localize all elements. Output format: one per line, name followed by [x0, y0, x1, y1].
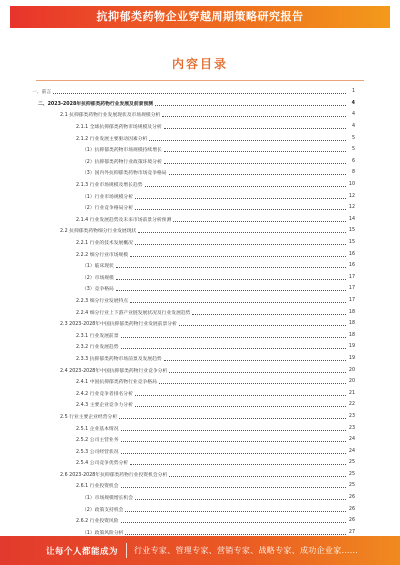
toc-leader-dots — [192, 310, 346, 315]
toc-leader-dots — [130, 460, 346, 465]
toc-leader-dots — [125, 530, 346, 535]
toc-entry-label: （1）政策风险分析 — [82, 530, 124, 536]
toc-entry[interactable] — [30, 144, 355, 156]
toc-entry-page: 8 — [351, 170, 355, 176]
toc-entry-label: 2.6.2 行业投资风险 — [76, 519, 119, 525]
toc-entry-label: （1）抗抑郁类药物市场规模持续增长 — [82, 148, 162, 154]
page-header — [0, 0, 400, 34]
heading-divider — [36, 80, 364, 81]
footer-divider — [126, 543, 127, 558]
toc-entry-page: 26 — [348, 518, 355, 524]
toc-leader-dots — [121, 483, 346, 488]
toc-entry[interactable] — [30, 515, 355, 527]
toc-entry-page: 19 — [348, 355, 355, 361]
toc-leader-dots — [155, 101, 346, 106]
toc-leader-dots — [121, 437, 346, 442]
toc-entry-label: （1）行业市场规模分析 — [82, 194, 134, 200]
toc-entry-page: 4 — [351, 112, 355, 118]
toc-entry[interactable] — [30, 214, 355, 226]
toc-entry-label: 2.2.3 细分行业发展特点 — [76, 298, 129, 304]
toc-entry-page: 17 — [348, 297, 355, 303]
toc-entry-label: 2.4 2023-2028年中国抗抑郁类药物行业竞争分析 — [60, 368, 168, 374]
toc-leader-dots — [135, 240, 346, 245]
toc-leader-dots — [116, 263, 346, 268]
toc-entry-label: （2）政策支持机会 — [82, 507, 124, 513]
toc-entry-page: 15 — [348, 228, 355, 234]
toc-entry[interactable] — [30, 98, 355, 110]
toc-entry-label: 2.5 行业主要企业经营分析 — [60, 414, 118, 420]
toc-leader-dots — [159, 379, 346, 384]
toc-entry-page: 14 — [348, 216, 355, 222]
toc-entry[interactable] — [30, 86, 355, 98]
toc-entry-label: 2.4.3 主要企业竞争力分析 — [76, 403, 133, 409]
toc-entry[interactable] — [30, 179, 355, 191]
toc-leader-dots — [169, 368, 346, 373]
toc-entry-label: 2.2.4 细分行业上下游产业链发展状况及行业发展趋势 — [76, 310, 191, 316]
toc-entry-page: 25 — [348, 483, 355, 489]
toc-entry[interactable] — [30, 132, 355, 144]
toc-entry[interactable] — [30, 364, 355, 376]
toc-leader-dots — [173, 217, 346, 222]
toc-leader-dots — [135, 391, 346, 396]
toc-leader-dots — [179, 321, 346, 326]
table-of-contents — [30, 86, 355, 550]
toc-entry-page: 12 — [348, 193, 355, 199]
toc-leader-dots — [119, 414, 346, 419]
toc-entry-page: 17 — [348, 286, 355, 292]
toc-entry-page: 18 — [348, 309, 355, 315]
toc-entry-label: 2.1.4 行业发展趋势及未来市场前景分析预测 — [76, 217, 172, 223]
toc-entry[interactable] — [30, 387, 355, 399]
toc-heading: 内容目录 — [171, 57, 228, 71]
toc-entry-page: 23 — [348, 413, 355, 419]
toc-entry[interactable] — [30, 469, 355, 481]
toc-entry-page: 19 — [348, 344, 355, 350]
toc-leader-dots — [135, 205, 346, 210]
toc-entry[interactable] — [30, 260, 355, 272]
toc-entry-label: 2.1.3 行业市场规模及增长趋势 — [76, 183, 143, 189]
toc-entry[interactable] — [30, 306, 355, 318]
toc-entry-label: 2.3.1 行业发展前景 — [76, 333, 119, 339]
toc-entry-label: 2.5.2 公司主营业务 — [76, 438, 119, 444]
toc-entry-page: 5 — [351, 135, 355, 141]
toc-entry-page: 18 — [348, 332, 355, 338]
toc-leader-dots — [121, 333, 346, 338]
toc-leader-dots — [116, 275, 346, 280]
toc-entry-label: （2）抗抑郁类药物行业政策环境分析 — [82, 159, 162, 165]
toc-entry[interactable] — [30, 434, 355, 446]
toc-leader-dots — [169, 170, 346, 175]
toc-entry-label: 一、前言 — [32, 90, 52, 96]
toc-entry-label: 2.4.1 中国抗抑郁类药物行业竞争格局 — [76, 380, 157, 386]
header-bar — [10, 6, 390, 28]
toc-entry-label: 2.6 2023-2028年抗抑郁类药物行业投资机会分析 — [60, 472, 168, 478]
toc-leader-dots — [138, 228, 346, 233]
toc-entry-label: 2.1.2 行业发展主要驱动因素分析 — [76, 136, 148, 142]
toc-leader-dots — [116, 286, 346, 291]
toc-entry-label: 2.5.1 企业基本情况 — [76, 426, 119, 432]
toc-entry-page: 23 — [348, 425, 355, 431]
toc-entry[interactable] — [30, 283, 355, 295]
toc-entry-page: 16 — [348, 251, 355, 257]
toc-leader-dots — [149, 136, 346, 141]
toc-leader-dots — [135, 194, 346, 199]
toc-entry[interactable] — [30, 272, 355, 284]
toc-entry[interactable] — [30, 492, 355, 504]
toc-entry-label: 2.5.4 公司竞争优势分析 — [76, 461, 129, 467]
toc-entry-page: 22 — [348, 402, 355, 408]
toc-entry-label: 2.2.1 行业的技术发展概况 — [76, 241, 133, 247]
toc-entry-label: （3）竞争格局 — [82, 287, 114, 293]
toc-entry-label: 2.5.3 公司经营状况 — [76, 449, 119, 455]
toc-entry-label: 二、2023-2028年抗抑郁类药物行业发展及前景预测 — [38, 101, 154, 107]
toc-entry-page: 12 — [348, 205, 355, 211]
report-title: 抗抑郁类药物企业穿越周期策略研究报告 — [96, 10, 304, 23]
toc-entry[interactable] — [30, 237, 355, 249]
toc-entry[interactable] — [30, 248, 355, 260]
toc-entry[interactable] — [30, 156, 355, 168]
toc-entry-page: 26 — [348, 495, 355, 501]
toc-leader-dots — [164, 147, 346, 152]
toc-leader-dots — [121, 426, 346, 431]
toc-entry-label: 2.2 抗抑郁类药物细分行业发展现状 — [60, 229, 137, 235]
toc-entry-page: 17 — [348, 274, 355, 280]
toc-leader-dots — [121, 344, 346, 349]
toc-entry[interactable] — [30, 318, 355, 330]
toc-entry[interactable] — [30, 167, 355, 179]
toc-entry[interactable] — [30, 503, 355, 515]
toc-entry-page: 15 — [348, 240, 355, 246]
page-footer — [0, 536, 400, 565]
footer-slogan: 让每个人都能成为 — [46, 547, 119, 557]
toc-entry-label: （1）市场规模增长机会 — [82, 496, 134, 502]
toc-entry[interactable] — [30, 399, 355, 411]
toc-entry[interactable] — [30, 376, 355, 388]
toc-entry[interactable] — [30, 480, 355, 492]
toc-entry[interactable] — [30, 109, 355, 121]
toc-entry[interactable] — [30, 329, 355, 341]
footer-tagline: 行业专家、管理专家、营销专家、战略专家、成功企业家…… — [134, 546, 359, 555]
toc-entry-label: （2）市场规模 — [82, 275, 114, 281]
toc-entry-label: 2.4.2 行业竞争者排名分析 — [76, 391, 133, 397]
toc-entry-page: 25 — [348, 460, 355, 466]
toc-entry[interactable] — [30, 445, 355, 457]
toc-entry-label: 2.2.2 细分行业市场规模 — [76, 252, 129, 258]
toc-entry-page: 20 — [348, 379, 355, 385]
toc-entry-label: 2.3 2023-2028年中国抗抑郁类药物行业发展前景分析 — [60, 322, 177, 328]
toc-entry[interactable] — [30, 411, 355, 423]
toc-leader-dots — [169, 472, 346, 477]
toc-entry-label: （3）国内外抗抑郁类药物市场竞争格局 — [82, 171, 167, 177]
toc-entry-page: 16 — [348, 263, 355, 269]
toc-leader-dots — [164, 356, 346, 361]
toc-entry-page: 27 — [348, 529, 355, 535]
toc-leader-dots — [130, 298, 346, 303]
toc-entry[interactable] — [30, 422, 355, 434]
toc-entry-label: 2.6.1 行业投资机会 — [76, 484, 119, 490]
toc-leader-dots — [164, 159, 346, 164]
toc-entry-label: 2.1 抗抑郁类药物行业发展现状及市场规模分析 — [60, 113, 161, 119]
toc-leader-dots — [125, 507, 346, 512]
toc-entry[interactable] — [30, 225, 355, 237]
toc-entry-page: 4 — [351, 100, 355, 106]
toc-entry[interactable] — [30, 190, 355, 202]
toc-entry[interactable] — [30, 457, 355, 469]
toc-leader-dots — [121, 449, 346, 454]
toc-entry[interactable] — [30, 121, 355, 133]
toc-entry-page: 20 — [348, 367, 355, 373]
toc-leader-dots — [162, 112, 346, 117]
toc-entry-page: 18 — [348, 321, 355, 327]
toc-entry-page: 4 — [351, 124, 355, 130]
toc-entry-label: 2.3.2 行业发展趋势 — [76, 345, 119, 351]
toc-entry[interactable] — [30, 202, 355, 214]
toc-leader-dots — [121, 518, 346, 523]
toc-entry[interactable] — [30, 341, 355, 353]
toc-entry-page: 24 — [348, 448, 355, 454]
toc-entry[interactable] — [30, 353, 355, 365]
toc-entry-label: （2）行业竞争格局分析 — [82, 206, 134, 212]
toc-entry-page: 26 — [348, 506, 355, 512]
toc-entry-page: 6 — [351, 158, 355, 164]
toc-leader-dots — [164, 124, 346, 129]
toc-entry-page: 5 — [351, 147, 355, 153]
toc-leader-dots — [53, 89, 346, 94]
toc-leader-dots — [135, 495, 346, 500]
toc-leader-dots — [130, 252, 346, 257]
toc-entry-page: 21 — [348, 390, 355, 396]
toc-entry-page: 10 — [348, 182, 355, 188]
toc-entry[interactable] — [30, 295, 355, 307]
toc-entry-page: 25 — [348, 471, 355, 477]
toc-entry-page: 1 — [351, 89, 355, 95]
toc-leader-dots — [135, 402, 346, 407]
toc-entry-label: （1）临床现状 — [82, 264, 114, 270]
toc-entry-label: 2.1.1 全球抗抑郁类药物市场规模及分析 — [76, 125, 162, 131]
toc-entry-label: 2.3.3 抗抑郁类药物市场前景及发展趋势 — [76, 356, 162, 362]
toc-leader-dots — [145, 182, 347, 187]
toc-entry-page: 24 — [348, 437, 355, 443]
